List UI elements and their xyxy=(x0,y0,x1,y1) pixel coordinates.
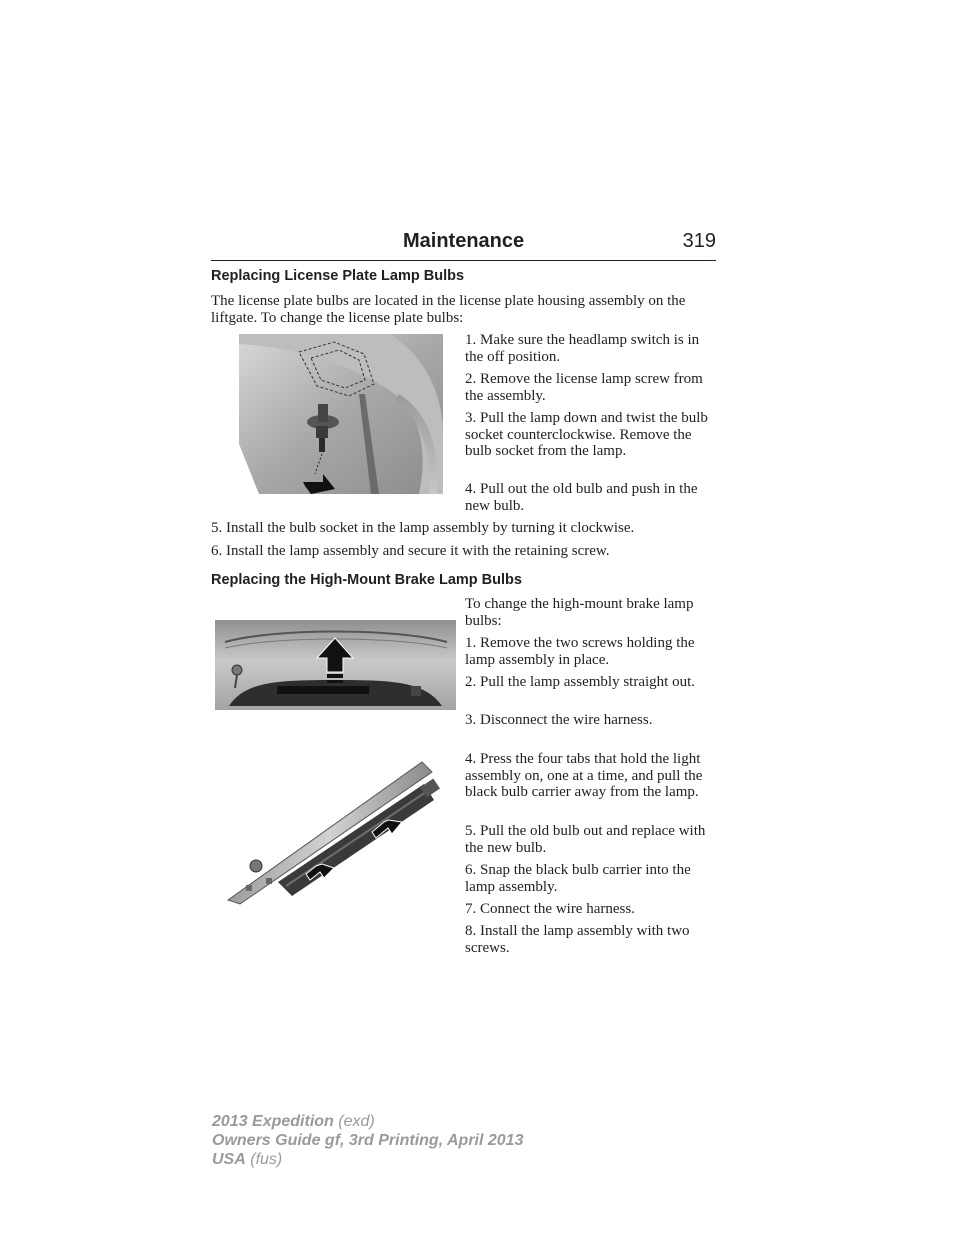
hm-step-2: 2. Pull the lamp assembly straight out. xyxy=(465,674,695,690)
hm-step-3: 3. Disconnect the wire harness. xyxy=(465,712,653,728)
footer-line-1: 2013 Expedition (exd) xyxy=(212,1113,375,1130)
section-heading-high-mount: Replacing the High-Mount Brake Lamp Bulbs xyxy=(211,572,522,588)
hm-step-5: 5. Pull the old bulb out and replace with the new bulb. xyxy=(465,823,706,856)
section-title: Maintenance xyxy=(403,230,525,252)
license-plate-lamp-illustration xyxy=(239,334,443,494)
step-4: 4. Pull out the old bulb and push in the new bulb. xyxy=(465,481,698,514)
hm-step-6: 6. Snap the black bulb carrier into the lamp assembly. xyxy=(465,862,691,895)
high-mount-lamp-illustration xyxy=(215,620,456,710)
hm-step-7: 7. Connect the wire harness. xyxy=(465,901,635,917)
high-mount-intro: To change the high-mount brake lamp bulbs: xyxy=(465,596,694,629)
step-5: 5. Install the bulb socket in the lamp assembly by turning it clockwise. xyxy=(211,520,635,536)
page-number: 319 xyxy=(682,230,716,252)
hm-step-1: 1. Remove the two screws holding the lamp assembly in place. xyxy=(465,635,695,668)
hm-step-8: 8. Install the lamp assembly with two screws. xyxy=(465,923,690,956)
step-3: 3. Pull the lamp down and twist the bulb socket counterclockwise. Remove the bulb socket from the lamp. xyxy=(465,410,708,459)
footer-line-3: USA (fus) xyxy=(212,1151,283,1168)
step-2: 2. Remove the license lamp screw from the assembly. xyxy=(465,371,703,404)
bulb-carrier-illustration xyxy=(226,760,446,905)
step-6: 6. Install the lamp assembly and secure it with the retaining screw. xyxy=(211,543,610,559)
page-footer xyxy=(212,1112,523,1169)
section-heading-license-plate: Replacing License Plate Lamp Bulbs xyxy=(211,268,465,284)
page-header xyxy=(211,228,716,261)
section-intro-license-plate: The license plate bulbs are located in the license plate housing assembly on the liftgate. To change the license plate bulbs: xyxy=(211,293,686,326)
step-1: 1. Make sure the headlamp switch is in the off position. xyxy=(465,332,700,365)
footer-line-2: Owners Guide gf, 3rd Printing, April 2013 xyxy=(212,1132,524,1149)
hm-step-4: 4. Press the four tabs that hold the light assembly on, one at a time, and pull the black bulb carrier away from the lamp. xyxy=(465,751,703,800)
